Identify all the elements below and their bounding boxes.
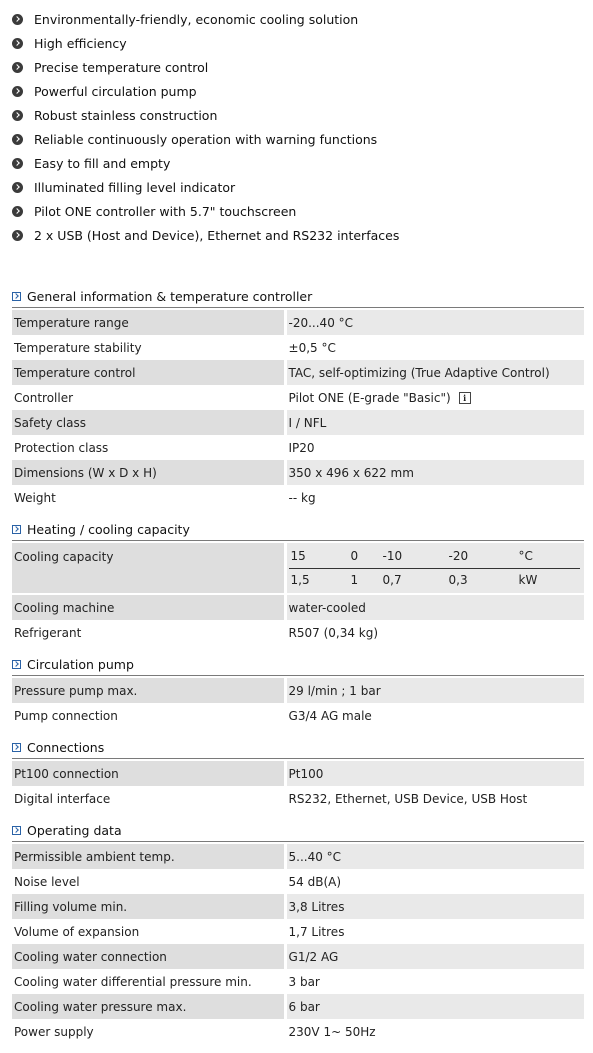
bullet-arrow-icon (12, 158, 23, 169)
capacity-temp: -20 (448, 549, 469, 563)
table-row (12, 460, 584, 485)
table-row (12, 994, 584, 1019)
bullet-arrow-icon (12, 62, 23, 73)
table-row (12, 786, 584, 811)
bullet-arrow-icon (12, 230, 23, 241)
row-label: Refrigerant (12, 620, 284, 645)
feature-item (12, 199, 296, 223)
capacity-value: 1,5 (290, 573, 310, 587)
capacity-temp: 0 (350, 549, 359, 563)
row-value: 6 bar (287, 994, 584, 1019)
row-label: Temperature range (12, 310, 284, 335)
row-label: Cooling water connection (12, 944, 284, 969)
feature-text: High efficiency (34, 35, 127, 51)
section-header-heating[interactable] (12, 518, 584, 541)
row-label: Controller (12, 385, 284, 410)
feature-text: Reliable continuously operation with warning functions (34, 131, 378, 147)
expand-arrow-icon (12, 826, 21, 835)
feature-item (12, 127, 377, 151)
row-value: 350 x 496 x 622 mm (287, 460, 584, 485)
feature-item (12, 175, 235, 199)
row-value: 29 l/min ; 1 bar (287, 678, 584, 703)
feature-text: Illuminated filling level indicator (34, 179, 236, 195)
table-row (12, 310, 584, 335)
row-label: Noise level (12, 869, 284, 894)
cooling-capacity-table (287, 543, 584, 593)
bullet-arrow-icon (12, 206, 23, 217)
bullet-arrow-icon (12, 14, 23, 25)
feature-text: Easy to fill and empty (34, 155, 171, 171)
feature-item (12, 7, 358, 31)
bullet-arrow-icon (12, 134, 23, 145)
row-label: Power supply (12, 1019, 284, 1044)
row-label: Cooling water pressure max. (12, 994, 284, 1019)
row-value: 3,8 Litres (287, 894, 584, 919)
row-label: Volume of expansion (12, 919, 284, 944)
feature-item (12, 151, 170, 175)
row-label: Safety class (12, 410, 284, 435)
table-row (12, 1019, 584, 1044)
feature-text: Robust stainless construction (34, 107, 218, 123)
bullet-arrow-icon (12, 110, 23, 121)
feature-text: Precise temperature control (34, 59, 209, 75)
row-value: G1/2 AG (287, 944, 584, 969)
feature-text: Environmentally-friendly, economic cooling solution (34, 11, 359, 27)
table-row (12, 385, 584, 410)
table-row (12, 595, 584, 620)
table-row (12, 761, 584, 786)
row-value: 1,7 Litres (287, 919, 584, 944)
row-label: Pressure pump max. (12, 678, 284, 703)
section-header-connections[interactable] (12, 736, 584, 759)
capacity-temp-unit: °C (518, 549, 533, 563)
row-value: 3 bar (287, 969, 584, 994)
row-label: Protection class (12, 435, 284, 460)
controller-value: Pilot ONE (E-grade "Basic") (288, 390, 451, 405)
info-icon[interactable]: i (459, 392, 471, 404)
table-row (12, 944, 584, 969)
section-title: Connections (27, 739, 105, 755)
row-label: Filling volume min. (12, 894, 284, 919)
bullet-arrow-icon (12, 182, 23, 193)
capacity-value: 1 (350, 573, 359, 587)
table-row (12, 844, 584, 869)
row-value: -- kg (287, 485, 584, 510)
table-row (12, 360, 584, 385)
row-value: I / NFL (287, 410, 584, 435)
feature-item (12, 79, 197, 103)
bullet-arrow-icon (12, 38, 23, 49)
table-row (12, 678, 584, 703)
row-value: RS232, Ethernet, USB Device, USB Host (287, 786, 584, 811)
capacity-temp: -10 (382, 549, 403, 563)
capacity-value: 0,3 (448, 573, 468, 587)
table-row (12, 894, 584, 919)
row-value: water-cooled (287, 595, 584, 620)
section-title: General information & temperature controller (27, 288, 313, 304)
table-row (12, 485, 584, 510)
feature-text: Pilot ONE controller with 5.7" touchscreen (34, 203, 297, 219)
row-value: R507 (0,34 kg) (287, 620, 584, 645)
row-label: Cooling capacity (12, 543, 284, 593)
table-row (12, 969, 584, 994)
table-row (12, 703, 584, 728)
capacity-value-unit: kW (518, 573, 538, 587)
expand-arrow-icon (12, 660, 21, 669)
row-value: 54 dB(A) (287, 869, 584, 894)
section-title: Circulation pump (27, 656, 134, 672)
table-row (12, 919, 584, 944)
table-row (12, 620, 584, 645)
expand-arrow-icon (12, 743, 21, 752)
row-label: Cooling machine (12, 595, 284, 620)
row-value: -20...40 °C (287, 310, 584, 335)
feature-text: Powerful circulation pump (34, 83, 197, 99)
table-row (12, 335, 584, 360)
feature-item (12, 55, 208, 79)
section-title: Operating data (27, 822, 122, 838)
row-value: Pt100 (287, 761, 584, 786)
feature-text: 2 x USB (Host and Device), Ethernet and RS232 interfaces (34, 227, 400, 243)
row-value: 230V 1~ 50Hz (287, 1019, 584, 1044)
row-label: Cooling water differential pressure min. (12, 969, 284, 994)
feature-item (12, 223, 399, 247)
divider (289, 568, 580, 569)
row-value: G3/4 AG male (287, 703, 584, 728)
row-value (287, 385, 584, 410)
section-header-operating[interactable] (12, 819, 584, 842)
table-row (12, 435, 584, 460)
row-label: Temperature control (12, 360, 284, 385)
section-title: Heating / cooling capacity (27, 521, 190, 537)
row-label: Temperature stability (12, 335, 284, 360)
row-label: Dimensions (W x D x H) (12, 460, 284, 485)
expand-arrow-icon (12, 292, 21, 301)
expand-arrow-icon (12, 525, 21, 534)
bullet-arrow-icon (12, 86, 23, 97)
capacity-value: 0,7 (382, 573, 402, 587)
capacity-temp: 15 (290, 549, 306, 563)
section-header-general[interactable] (12, 285, 584, 308)
row-value: 5...40 °C (287, 844, 584, 869)
row-label: Weight (12, 485, 284, 510)
section-header-pump[interactable] (12, 653, 584, 676)
row-label: Digital interface (12, 786, 284, 811)
row-value: ±0,5 °C (287, 335, 584, 360)
feature-item (12, 103, 217, 127)
feature-item (12, 31, 127, 55)
row-value: TAC, self-optimizing (True Adaptive Control) (287, 360, 584, 385)
table-row (12, 410, 584, 435)
cooling-capacity-row (12, 543, 584, 593)
row-label: Permissible ambient temp. (12, 844, 284, 869)
row-value: IP20 (287, 435, 584, 460)
row-label: Pump connection (12, 703, 284, 728)
table-row (12, 869, 584, 894)
row-label: Pt100 connection (12, 761, 284, 786)
